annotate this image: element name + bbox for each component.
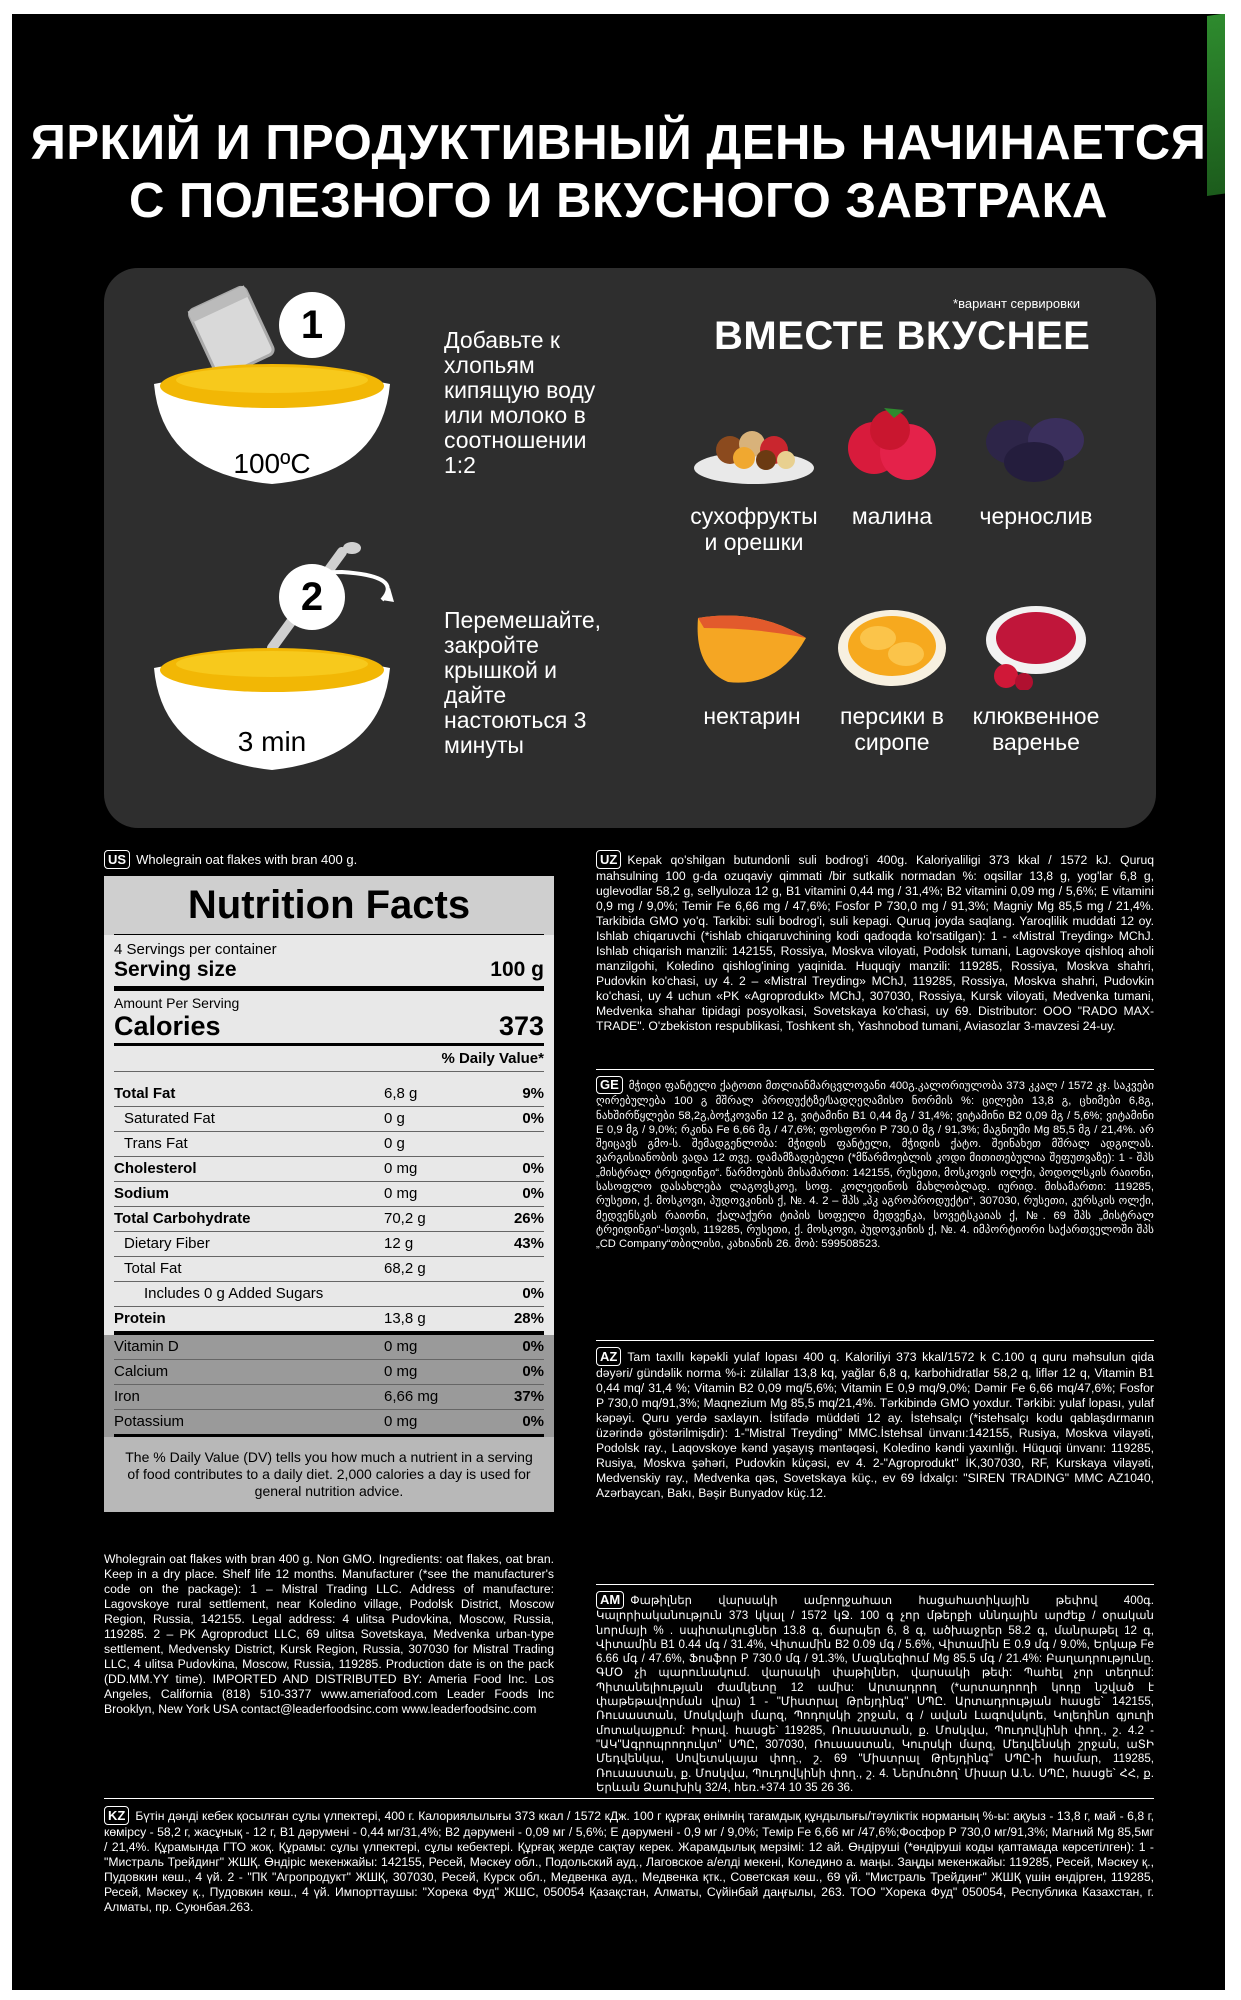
nutrition-serving-block <box>104 935 554 1072</box>
vitamin-name: Vitamin D <box>114 1338 179 1355</box>
nutrient-row <box>114 1182 544 1207</box>
nutrient-dv: 9% <box>522 1085 544 1102</box>
serving-size-row <box>114 958 544 991</box>
vitamin-dv: 0% <box>522 1413 544 1430</box>
us-badge: US <box>104 850 130 869</box>
step-2-instruction: Перемешайте, закройте крышкой и дайте настоються 3 минуты <box>444 607 602 758</box>
language-block-uz <box>596 850 1154 1034</box>
nutrition-header <box>104 876 554 935</box>
vitamin-dv: 0% <box>522 1363 544 1380</box>
vitamin-amount: 0 mg <box>384 1413 418 1430</box>
headline-line-1: ЯРКИЙ И ПРОДУКТИВНЫЙ ДЕНЬ НАЧИНАЕТСЯ <box>30 116 1207 170</box>
vitamin-row <box>114 1360 544 1385</box>
nutrient-name: Total Carbohydrate <box>114 1210 251 1227</box>
nutrient-row <box>114 1132 544 1157</box>
nutrient-name: Protein <box>114 1310 166 1327</box>
nutrient-name: Includes 0 g Added Sugars <box>144 1285 324 1302</box>
nutrient-row <box>114 1082 544 1107</box>
lang-text: მჭიდი ფანტელი ქატოთი მთლიანმარცვლოვანი 400გ.კალორიულობა 373 კკალ / 1572 კჯ. საკვები ღირებულება 100 გ მშრალ პროდუქტზე/სადღეღამისო ნორმის %: ცილები 13,8 გ, ცხიმები 6,8გ, ნახშირწყლები 58,2გ,ბოჭკოვანი 12 გ, ვიტამინი B1 0,44 მგ / 31,4%; ვიტამინი B2 0,09 მგ / 5,6%; ვიტამინი E 0,9 მგ / 9,0%; რკინა Fe 6,66 მგ / 47,6%; ფოსფორი P 730,0 მგ / 91,3%; მაგნიუმი Mg 85,5 მგ / 21,4%. არ შეიცავს გმო-ს. შემადგენლობა: მჭიდის ფანტელი, მჭიდის ქატო. შეინახეთ მშრალ ადგილას. ვარგისიანობის ვადა 12 თვე. დამამზადებელი (*მწარმოებლის კოდი მითითებულია შეფუთვაზე): 1 - შპს „მისტრალ ტრეიდინგი“. წარმოების მისამართი: 142155, რუსეთი, მოსკოვის ოლქი, პოდოლსკის რაიონი, სასოფლო დასახლება ლაგოვსკოე, სოფ. კოლედინოს მახლობლად. იურიდ. მისამართი: 119285, რუსეთი, ქ. მოსკოვი, პუდოვკინის ქ, №. 4. 2 – შპს „პკ აგროპროდუქტი“, 307030, რუსეთი, კურსკის ოლქი, მედვენსკის რაიონი, ქალაქური ტიპის სოფელი მედვენკა, სოვეტსკაიას ქ, №. 69 შპს „მისტრალ ტრეიდინგი“-სთვის, 119285, რუსეთი, ქ. მოსკოვი, პუდოვკინის ქ, №. 4. იმპორტიორი საქართველოში შპს „CD Company“თბილისი, კახიანის 26. მობ: 599508523. <box>596 1080 1154 1251</box>
lang-badge: GE <box>596 1076 623 1094</box>
serving-item <box>822 598 962 755</box>
preparation-panel <box>104 268 1156 828</box>
divider <box>596 1584 1154 1585</box>
nutrient-amount: 13,8 g <box>384 1310 426 1327</box>
daily-value-footnote: The % Daily Value (DV) tells you how much a nutrient in a serving of food contributes to a daily diet. 2,000 calories a day is used for general nutrition advice. <box>104 1437 554 1512</box>
serving-item <box>822 398 962 529</box>
lang-badge: KZ <box>104 1806 129 1825</box>
lang-text: Kepak qo'shilgan butundonli suli bodrog'i 400g. Kaloriyaliligi 373 kkal / 1572 kJ. Quruq mahsulning 100 g-da ozuqaviy qimmati /bir sutkalik normadan %: oqsillar 13,8 g, yog'lar 6,8 g, uglevodlar 58,2 g, sellyuloza 12 g, B1 vitamini 0,44 mg / 31,4%; B2 vitamini 0,09 mg / 5,6%; E vitamini 0,9 mg / 9,0%; Temir Fe 6,66 mg / 47,6%; Fosfor P 730,0 mg / 91,3%; Magniy Mg 85,5 mg / 21,4%. Tarkibida GMO yo'q. Tarkibi: suli bodrog'i, suli kepagi. Quruq joyda saqlang. Yaroqlilik muddati 12 oy. Ishlab chiqaruvchi (*ishlab chiqaruvchining kodi qadoqda ko'rsatilgan): 1 - «Mistral Treyding» MChJ. Ishlab chiqarish manzili: 142155, Rossiya, Moskva viloyati, Podolsk tumani, Lagovskoye qishloq aholi manzilgohi, Koledino qishlog'ining yaqinida. Huquqiy manzili: 119285, Rossiya, Moskva shahri, Pudovkin ko'chasi, uy 4. 2 – «Mistral Treyding» MChJ, 119285, Rossiya, Moskva shahri, Pudovkin ko'chasi, uy 4 uchun «PK «Agroprodukt» MChJ, 307030, Rossiya, Kursk viloyati, Medvenka tumani, Medvenka shahar tipidagi posyolkasi, Sovetskaya ko'chasi, uy 69. Distributor: OOO "RADO MAX-TRADE". O'zbekiston respublikasi, Toshkent sh, Yashnobod tumani, Aviasozlar 3-mavzesi 24-uy. <box>596 853 1154 1033</box>
divider <box>104 1798 1154 1799</box>
us-product-name: Wholegrain oat flakes with bran 400 g. <box>136 852 358 867</box>
vitamin-name: Potassium <box>114 1413 185 1430</box>
package-back-panel <box>12 14 1225 1990</box>
nutrient-row <box>114 1157 544 1182</box>
nutrient-dv: 26% <box>513 1210 544 1227</box>
vitamin-row <box>114 1335 544 1360</box>
nutrient-dv: 43% <box>513 1235 544 1252</box>
step-1-instruction: Добавьте к хлопьям кипящую воду или молоко в соотношении 1:2 <box>444 327 596 478</box>
nutrient-dv: 28% <box>513 1310 544 1327</box>
serving-item <box>684 398 824 555</box>
nutrient-row <box>114 1232 544 1257</box>
nutrient-amount: 0 g <box>384 1110 405 1127</box>
lang-badge: UZ <box>596 850 621 869</box>
servings-per-container: 4 Servings per container <box>114 941 277 958</box>
nutrient-row <box>114 1107 544 1132</box>
nutrient-name: Trans Fat <box>124 1135 188 1152</box>
nutrient-row <box>114 1257 544 1282</box>
nutrient-amount: 6,8 g <box>384 1085 418 1102</box>
prune-icon <box>972 398 1100 490</box>
divider <box>596 1340 1154 1341</box>
serving-item <box>682 598 822 729</box>
nutrient-dv <box>488 1134 544 1154</box>
nutrient-dv: 0% <box>522 1285 544 1302</box>
bowl-time-label: 3 min <box>237 726 307 757</box>
lang-text: Tam taxıllı kəpəkli yulaf lopası 400 q. Kaloriliyi 373 kkal/1572 k C.100 q quru məhsulun qida dəyəri/ gündəlik norma %-i: zülallar 13,8 kq, yağlar 6,8 q, karbohidratlar 58,2 q, liflər 12 q, Vitamin B1 0,44 mq/ 31,4 %; Vitamin B2 0,09 mq/5,6%; Vitamin E 0,9 mq/9,0%; Dəmir Fe 6,66 mq/47,6%; Fosfor P 730,0 mq/91,3%; Maqnezium Mg 85,5 mq/21,4%. Tərkibində GMO yoxdur. Tərkibi: yulaf lopası, yulaf kəpəyi. Quru yerdə saxlayın. İstifadə müddəti 12 ay. İstehsalçı (*istehsalçı kodu qablaşdırmanın üzərində göstərilmişdir): 1-"Mistral Treyding" MMC.İstehsal ünvanı:142155, Rusiya, Moskva vilayəti, Podolsk ray., Laqovskoye kənd yaşayış məntəqəsi, Koledino kəndi yaxınlığı. Hüquqi ünvanı: 119285, Rusiya, Moskva şəhəri, Pudovkin küçəsi, ev 4. 2-"Agroprodukt" İK,307030, RF, Kurskaya vilayəti, Medvenskiy ray., Medvenka qəs, Sovetskaya küç., ev 69 İdxalçı: "SIREN TRADING" MMC AZ1040, Azərbaycan, Bakı, Bəşir Bunyadov küç.12. <box>596 1350 1154 1500</box>
cranberry-jam-icon <box>972 598 1100 690</box>
nutrient-amount: 0 mg <box>384 1160 418 1177</box>
lang-badge: AM <box>596 1591 624 1609</box>
serving-item-label: чернослив <box>979 503 1093 529</box>
vitamin-row <box>114 1385 544 1410</box>
vitamin-amount: 0 mg <box>384 1363 418 1380</box>
nutrient-dv: 0% <box>522 1160 544 1177</box>
calories-label: Calories <box>114 1011 221 1041</box>
vitamin-name: Calcium <box>114 1363 169 1380</box>
lang-badge: AZ <box>596 1347 621 1366</box>
english-product-info: Wholegrain oat flakes with bran 400 g. Non GMO. Ingredients: oat flakes, oat bran. Keep in a dry place. Shelf life 12 months. Manufacturer (*see the manufacturer's code on the package): 1 – Mistral Trading LLC. Address of manufacture: Lagovskoye rural settlement, near Koledino village, Podolsk District, Moscow Region, Russia, 142155. Legal address: 4 ulitsa Pudovkina, Moscow, Russia, 119285. 2 – PK Agroproduct LLC, 69 ulitsa Sovetskaya, Medvenka urban-type settlement, Medvensky District, Kursk Region, Russia, 307030 for Mistral Trading LLC, 4 ulitsa Pudovkina, Moscow, Russia, 119285. Production date is on the pack (DD.MM.YY time). IMPORTED AND DISTRIBUTED BY: Ameria Food Inc. Los Angeles, California (818) 510-3377 www.ameriafood.com Leader Foods Inc Brooklyn, New York USA contact@leaderfoodsinc.com www.leaderfoodsinc.com <box>104 1552 554 1716</box>
nutrient-row <box>114 1207 544 1232</box>
nutrition-title: Nutrition Facts <box>114 880 544 935</box>
language-block-ge <box>596 1076 1154 1252</box>
serving-item-label: нектарин <box>703 703 801 729</box>
serving-size-value: 100 g <box>490 958 544 981</box>
dried-fruits-nuts-icon <box>690 398 818 490</box>
nutrient-name: Cholesterol <box>114 1160 197 1177</box>
vitamin-amount: 6,66 mg <box>384 1388 439 1405</box>
vitamin-rows <box>104 1335 554 1437</box>
nutrient-row <box>114 1282 544 1307</box>
vitamin-amount: 0 mg <box>384 1338 418 1355</box>
calories-row <box>114 1011 544 1046</box>
serving-item <box>966 598 1106 755</box>
raspberry-icon <box>828 398 956 490</box>
amount-per-serving: Amount Per Serving <box>114 995 240 1011</box>
vitamin-dv: 0% <box>522 1338 544 1355</box>
vitamin-row <box>114 1410 544 1437</box>
nutrient-amount: 70,2 g <box>384 1210 426 1227</box>
serving-item-label: персики в сиропе <box>840 703 944 755</box>
serving-note: *вариант сервировки <box>953 296 1080 311</box>
nutrient-name: Saturated Fat <box>124 1110 215 1127</box>
headline-line-2: С ПОЛЕЗНОГО И ВКУСНОГО ЗАВТРАКА <box>129 174 1108 228</box>
serving-item-label: сухофрукты и орешки <box>690 503 818 555</box>
nutrient-name: Dietary Fiber <box>124 1235 210 1252</box>
language-block-az <box>596 1347 1154 1501</box>
us-product-line <box>104 850 357 869</box>
nutrient-dv: 0% <box>522 1110 544 1127</box>
nutrition-facts-label <box>104 876 554 1512</box>
nutrient-name: Total Fat <box>124 1260 182 1277</box>
nutrient-rows <box>104 1072 554 1335</box>
vitamin-dv: 37% <box>513 1388 544 1405</box>
bowl-temperature-label: 100ºC <box>233 448 311 479</box>
nutrient-row <box>114 1307 544 1335</box>
nutrient-amount: 0 mg <box>384 1185 418 1202</box>
nectarine-icon <box>688 598 816 690</box>
serving-title: ВМЕСТЕ ВКУСНЕЕ <box>714 314 1091 358</box>
step-number-2: 2 <box>279 564 345 630</box>
serving-item <box>966 398 1106 529</box>
nutrient-amount: 12 g <box>384 1235 414 1252</box>
calories-value: 373 <box>498 1011 544 1041</box>
nutrient-amount <box>384 1284 488 1304</box>
language-block-am <box>596 1591 1154 1795</box>
nutrient-name: Sodium <box>114 1185 169 1202</box>
language-block-kz <box>104 1806 1154 1915</box>
serving-item-label: малина <box>851 503 933 529</box>
daily-value-header: % Daily Value* <box>114 1046 544 1072</box>
peaches-in-syrup-icon <box>828 598 956 690</box>
lang-text: Бүтін дәнді кебек қосылған сұлы үлпектері, 400 г. Калориялылығы 373 ккал / 1572 кДж. 100 г құрғақ өнімнің тағамдық құндылығы/тәуліктік норманың %-ы: ақуыз - 13,8 г, май - 6,8 г, көмірсу - 58,2 г, жасұнық - 12 г, В1 дәрумені - 0,44 мг/31,4%; В2 дәрумені - 0,09 мг / 5,6%; Е дәрумені - 0,9 мг / 9,0%; Темір Fe 6,66 мг /47,6%;Фосфор Р 730,0 мг/91,3%; Магний Mg 85,5мг / 21,4%. Құрамында ГТО жоқ. Құрамы: сұлы үлпектері, сұлы кебектері. Құрғақ жерде сақтау керек. Жарамдылық мерзімі: 12 ай. Өндіруші (*өндіруші коды қаптамада көрсетілген): 1 - "Мистраль Трейдинг" ЖШҚ. Өндіріс мекенжайы: 142155, Ресей, Мәскеу обл., Подольский ауд., Лаговское а/елді мекені, Коледино а. маңы. Заңды мекенжайы: 119285, Ресей, Мәскеу қ., Пудовкин көш., 4 үй. 2 - "ПК "Агропродукт" ЖШҚ, 307030, Ресей, Курск обл., Медвенка ауд., Медвенка қтк., Советская көш., 69 үй. "Мистраль Трейдинг" ЖШҚ үшін өндірген, 119285, Ресей, Мәскеу қ., Пудовкин көш., 4 үй. Импорттаушы: "Хорека Фуд" ЖШС, 050054 Қазақстан, Алматы, Сүйінбай даңғылы, 263. ТОО "Хорека Фуд" 050054, Республика Казахстан, г. Алматы, пр. Суюнбая.263. <box>104 1809 1154 1914</box>
nutrient-dv <box>488 1259 544 1279</box>
nutrient-dv: 0% <box>522 1185 544 1202</box>
step-number-1: 1 <box>279 292 345 358</box>
headline <box>12 114 1225 230</box>
vitamin-name: Iron <box>114 1388 140 1405</box>
divider <box>596 1069 1154 1070</box>
serving-size-label: Serving size <box>114 958 237 981</box>
nutrient-amount: 0 g <box>384 1135 405 1152</box>
nutrient-amount: 68,2 g <box>384 1260 426 1277</box>
serving-item-label: клюквенное варенье <box>972 703 1100 755</box>
nutrient-name: Total Fat <box>114 1085 176 1102</box>
lang-text: Փաթիլներ վարսակի ամբողջահատ հացահատիկային թեփով 400գ. Կալորիականություն 373 կկալ / 1572 կՋ. 100 գ չոր մթերքի սննդային արժեք / օրական նորմայի % . սպիտակուցներ 13.8 գ, ճարպեր 6, 8 գ, ածխաջրեր 58.2 գ, մանրաթել 12 գ, Վիտամին B1 0.44 մգ / 31.4%, Վիտամին B2 0.09 մգ / 5.6%, Վիտամին E 0.9 մգ / 9.0%, Երկաթ Fe 6.66 մգ / 47.6%, Ֆոսֆոր P 730.0 մգ / 91.3%, Մագնեզիում Mg 85.5 մգ / 21.4%: Բաղադրությունը. ԳՄՕ չի պարունակում. վարսակի փաթիլներ, վարսակի թեփ: Պահել չոր տեղում: Պիտանելիության ժամկետը 12 ամիս: Արտադրող (*արտադրողի կոդը նշված է փաթեթավորման վրա) 1 - "Միստրալ Թրեյդինգ" ՍՊԸ. Արտադրության հասցե՝ 142155, Ռուսաստան, Մոսկվայի մարզ, Պոդոլսկի շրջան, գ / ավան Լագովսկոե, Կոլեդինո գյուղի մոտակայքում: Իրավ. հասցե՝ 119285, Ռուսաստան, ք. Մոսկվա, Պուդովկինի փող., շ. 4.2 - "ԱԿ"Ագրոպրոդուկտ" ՍՊԸ, 307030, Ռուսաստան, Կուրսկի մարզ, Մեդվենսկի շրջան, աՏԻ Մեդվենկա, Սովետսկայա փող., շ. 69 "Միստրալ Թրեյդինգ" ՍՊԸ-ի համար, 119285, Ռուսաստան, ք. Մոսկվա, Պուդովկինի փող., շ. 4. Ներմուծող՝ Միսար Ա.Ն. ՍՊԸ, հասցե՝ ՀՀ, ք. Երևան Ձաուխիկ 32/4, հեռ.+374 10 35 26 36. <box>596 1594 1154 1794</box>
